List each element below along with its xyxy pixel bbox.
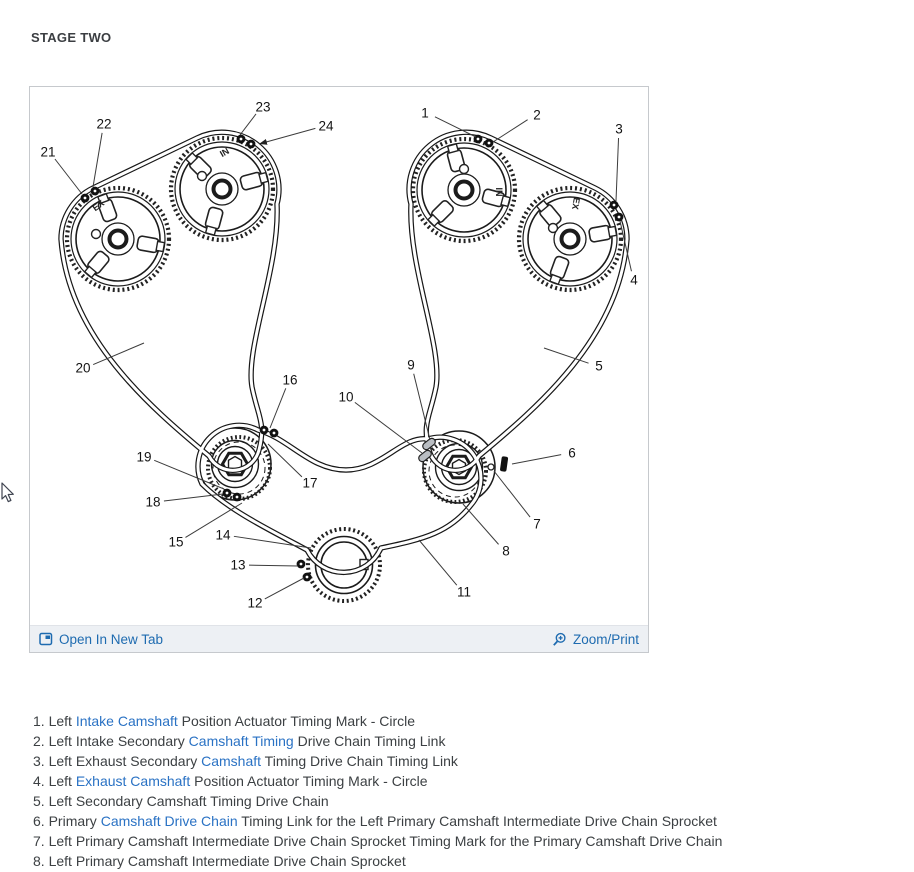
legend-text: Left	[48, 713, 76, 729]
callout-leader	[414, 374, 430, 440]
callout-leader	[270, 388, 286, 428]
legend-text: Left Exhaust Secondary	[48, 753, 202, 769]
legend-text: Left Intake Secondary	[48, 733, 189, 749]
zoom-in-icon	[552, 632, 567, 647]
callout-number: 20	[75, 360, 91, 376]
figure-toolbar	[30, 625, 648, 652]
legend-item-number: 6.	[33, 813, 49, 829]
legend-text: Primary	[48, 813, 101, 829]
callout-leader	[419, 540, 457, 585]
callout-number: 6	[568, 445, 576, 461]
legend-list	[33, 711, 722, 871]
callout-number: 17	[302, 475, 318, 491]
callout-leader	[249, 565, 298, 566]
callout-leader	[265, 578, 304, 599]
legend-link[interactable]: Intake Camshaft	[75, 713, 178, 729]
callout-leader	[240, 114, 256, 135]
sprocket-label: EX	[90, 198, 107, 214]
zoom-print-link[interactable]	[552, 632, 639, 647]
legend-item	[33, 711, 722, 731]
callout-leader	[234, 536, 311, 548]
callout-number: 10	[338, 389, 354, 405]
timing-mark-bar	[500, 456, 509, 472]
open-in-new-tab-link[interactable]	[39, 632, 163, 647]
callout-number: 7	[533, 516, 541, 532]
callout-leader	[616, 138, 619, 201]
callout-number: 2	[533, 107, 541, 123]
timing-mark-circle	[488, 464, 494, 470]
callout-leader	[355, 402, 422, 453]
callout-leader	[463, 504, 499, 544]
legend-link[interactable]: Exhaust Camshaft	[75, 773, 191, 789]
legend-item-number: 2.	[33, 733, 49, 749]
page-title: STAGE TWO	[31, 30, 112, 45]
callout-number: 12	[247, 595, 263, 611]
callout-number: 23	[255, 99, 271, 115]
callout-number: 14	[215, 527, 231, 543]
callout-number: 11	[456, 584, 472, 600]
callout-number: 3	[615, 121, 623, 137]
callout-number: 22	[96, 116, 112, 132]
legend-text: Left	[48, 773, 76, 789]
legend-text: Left Secondary Camshaft Timing Drive Chain	[48, 793, 329, 809]
callout-number: 21	[40, 144, 56, 160]
legend-text: Drive Chain Timing Link	[293, 733, 446, 749]
callout-number: 5	[595, 358, 603, 374]
sprocket-label: IN	[218, 145, 231, 159]
legend-item	[33, 851, 722, 871]
callout-number: 24	[318, 118, 334, 134]
legend-item-number: 7.	[33, 833, 49, 849]
callout-number: 4	[630, 272, 638, 288]
legend-link[interactable]: Camshaft	[201, 753, 262, 769]
legend-item	[33, 771, 722, 791]
legend-item-number: 3.	[33, 753, 49, 769]
legend-item-number: 1.	[33, 713, 49, 729]
legend-text: Timing Link for the Left Primary Camshaft Intermediate Drive Chain Sprocket	[237, 813, 717, 829]
timing-diagram	[30, 87, 648, 625]
callout-number: 8	[502, 543, 510, 559]
mouse-cursor-icon	[1, 482, 16, 503]
callout-leader	[512, 455, 561, 464]
legend-item-number: 4.	[33, 773, 49, 789]
legend-link[interactable]: Camshaft Timing	[188, 733, 294, 749]
callout-leader	[185, 503, 242, 537]
callout-number: 9	[407, 357, 415, 373]
callout-number: 1	[421, 105, 429, 121]
legend-text: Timing Drive Chain Timing Link	[261, 753, 458, 769]
open-in-new-tab-icon	[39, 632, 53, 646]
legend-text: Left Primary Camshaft Intermediate Drive Chain Sprocket Timing Mark for the Primary Camshaft Drive Chain	[48, 833, 723, 849]
legend-item	[33, 831, 722, 851]
legend-item	[33, 811, 722, 831]
diagram-panel	[29, 86, 649, 653]
legend-item-number: 5.	[33, 793, 49, 809]
open-in-new-tab-label: Open In New Tab	[59, 631, 164, 647]
callout-leader	[259, 128, 315, 144]
callout-leader	[494, 471, 530, 517]
callout-number: 15	[168, 534, 184, 550]
sprocket-label: IN	[494, 187, 504, 197]
callout-leader	[493, 120, 528, 142]
legend-item	[33, 731, 722, 751]
callout-number: 16	[282, 372, 298, 388]
callout-number: 18	[145, 494, 161, 510]
sprocket-label: EX	[569, 196, 582, 211]
legend-text: Position Actuator Timing Mark - Circle	[177, 713, 416, 729]
legend-item	[33, 751, 722, 771]
legend-item-number: 8.	[33, 853, 49, 869]
legend-text: Position Actuator Timing Mark - Circle	[190, 773, 428, 789]
callout-number: 19	[136, 449, 152, 465]
legend-text: Left Primary Camshaft Intermediate Drive Chain Sprocket	[48, 853, 406, 869]
timing-diagram-svg	[30, 87, 648, 625]
zoom-print-label: Zoom/Print	[572, 631, 639, 647]
legend-item	[33, 791, 722, 811]
timing-chain	[409, 132, 627, 470]
callout-leader	[93, 133, 102, 187]
callout-number: 13	[230, 557, 246, 573]
legend-link[interactable]: Camshaft Drive Chain	[100, 813, 238, 829]
callout-leader	[55, 159, 82, 194]
